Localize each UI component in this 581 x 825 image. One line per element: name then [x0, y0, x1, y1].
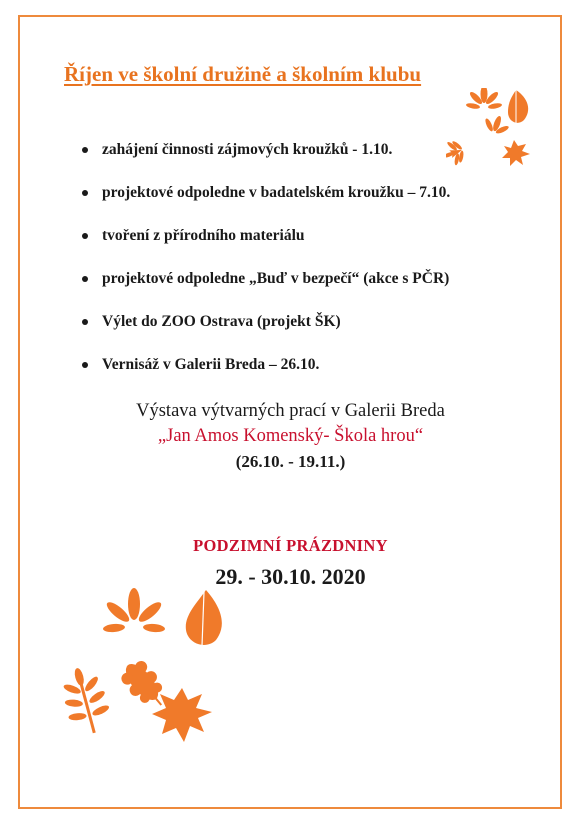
list-item-text: Vernisáž v Galerii Breda – 26.10.: [102, 356, 320, 373]
exhibition-name: „Jan Amos Komenský- Škola hrou“: [157, 426, 424, 446]
list-item-text: Výlet do ZOO Ostrava (projekt ŠK): [102, 313, 341, 330]
list-item-text: zahájení činnosti zájmových kroužků - 1.10.: [102, 141, 393, 158]
list-item-text: projektové odpoledne v badatelském kroužku – 7.10.: [102, 184, 451, 201]
event-list: [82, 141, 450, 399]
exhibition-title: Výstava výtvarných prací v Galerii Breda: [136, 401, 445, 421]
bullet-icon: [82, 276, 88, 282]
bullet-icon: [82, 190, 88, 196]
exhibition-block: [0, 399, 581, 474]
holiday-block: [0, 536, 581, 590]
autumn-leaves-top-icon: [446, 88, 536, 174]
bullet-icon: [82, 319, 88, 325]
bullet-icon: [82, 147, 88, 153]
list-item: [82, 184, 450, 227]
holiday-dates: 29. - 30.10. 2020: [215, 564, 366, 589]
bullet-icon: [82, 362, 88, 368]
holiday-label: PODZIMNÍ PRÁZDNINY: [193, 536, 388, 555]
list-item-text: tvoření z přírodního materiálu: [102, 227, 305, 244]
exhibition-dates: (26.10. - 19.11.): [235, 452, 346, 471]
list-item: [82, 227, 450, 270]
autumn-leaves-bottom-icon: [56, 584, 232, 744]
list-item: [82, 313, 450, 356]
list-item-text: projektové odpoledne „Buď v bezpečí“ (akce s PČR): [102, 270, 450, 287]
list-item: [82, 270, 450, 313]
bullet-icon: [82, 233, 88, 239]
list-item: [82, 141, 450, 184]
page-title: Říjen ve školní družině a školním klubu: [64, 62, 422, 86]
list-item: [82, 356, 450, 399]
